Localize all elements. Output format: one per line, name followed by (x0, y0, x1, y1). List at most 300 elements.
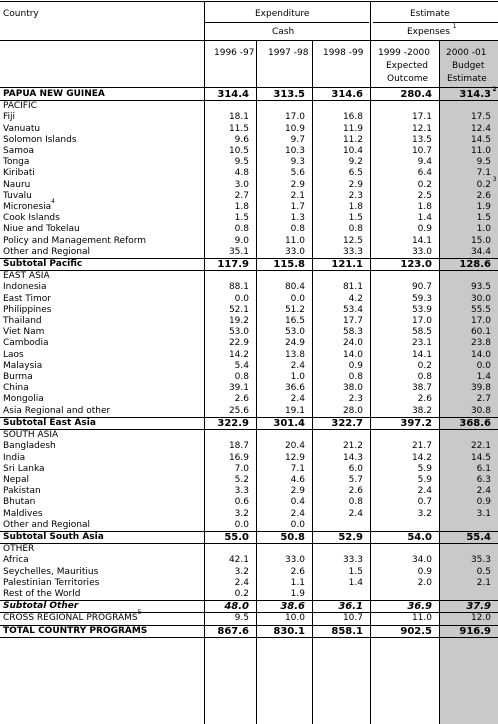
cell-value: 0.2 (417, 360, 432, 371)
cell-value: 60.1 (470, 327, 491, 338)
cell-value: 322.9 (204, 417, 256, 429)
sub-row (0, 531, 498, 543)
cell-value: 58.5 (411, 327, 432, 338)
cell-value: 322.7 (312, 417, 370, 429)
cell-value: 3.1 (476, 508, 491, 519)
row-label: Tonga (3, 157, 30, 168)
cell-value: 14.5 (470, 452, 491, 463)
cell-value (312, 520, 370, 532)
sub-row (0, 259, 498, 271)
header-col2: 1997 -98 (268, 48, 309, 58)
header-expenses: Expenses $^1$ (407, 23, 457, 37)
table-row (0, 124, 498, 135)
section-row (0, 101, 498, 113)
subital-row (0, 601, 498, 613)
cell-value: 11.5 (228, 123, 249, 134)
table-row (0, 135, 498, 146)
cell-value (312, 101, 370, 113)
cell-value: 53.4 (342, 304, 363, 315)
cell-value: 5.7 (348, 474, 363, 485)
cell-value: 9.0 (234, 235, 249, 246)
sub-row (0, 417, 498, 429)
cell-value: 88.1 (228, 282, 249, 293)
cell-value: 33.3 (342, 246, 363, 257)
cell-value: 2.1 (290, 190, 305, 201)
row-label: Viet Nam (3, 327, 45, 338)
table-row (0, 180, 498, 191)
cell-value: 17.0 (470, 316, 491, 327)
table-row (0, 316, 498, 327)
cell-value: 5.4 (234, 360, 249, 371)
cell-value: 33.0 (411, 246, 432, 257)
row-label: Malaysia (3, 360, 43, 371)
cell-value: 1.5 (348, 213, 363, 224)
cell-value: 1.5 (476, 213, 491, 224)
header-col5a: 2000 -01 (446, 48, 487, 58)
table-row (0, 157, 498, 168)
cell-value: 14.5 (470, 134, 491, 145)
table-row (0, 441, 498, 452)
cell-value (256, 544, 312, 556)
cell-value: 14.3 (342, 452, 363, 463)
cell-value: 830.1 (256, 625, 312, 637)
cell-value: 2.4 (290, 394, 305, 405)
cell-value: 9.7 (290, 134, 305, 145)
row-label: Palestinian Territories (3, 577, 100, 588)
cell-value: 11.0 (284, 235, 305, 246)
table-row (0, 191, 498, 202)
cell-value: 53.9 (411, 304, 432, 315)
cell-value: 18.7 (228, 441, 249, 452)
cell-value: 24.9 (284, 338, 305, 349)
cell-value: $0.2^3$ (476, 175, 497, 190)
table-row (0, 475, 498, 486)
cell-value: 50.8 (256, 531, 312, 543)
table-row (0, 282, 498, 293)
row-label: Bangladesh (3, 441, 56, 452)
cell-value: 1.4 (476, 372, 491, 383)
cell-value: 1.4 (417, 213, 432, 224)
row-label: Other and Regional (3, 246, 91, 257)
cell-value (204, 101, 256, 113)
cell-value: 59.3 (411, 293, 432, 304)
cell-value: 55.5 (470, 304, 491, 315)
cell-value: 12.1 (411, 123, 432, 134)
cell-value: 13.5 (411, 134, 432, 145)
table-row (0, 464, 498, 475)
cell-value: 0.0 (234, 293, 249, 304)
row-label: Pakistan (3, 486, 41, 497)
cell-value: 34.4 (470, 246, 491, 257)
cell-value: 13.8 (284, 349, 305, 360)
cell-value: 6.4 (417, 168, 432, 179)
table-row (0, 236, 498, 247)
cell-value: 19.1 (284, 405, 305, 416)
cell-value: 42.1 (228, 555, 249, 566)
cell-value: 12.4 (470, 123, 491, 134)
cell-value: 1.5 (234, 213, 249, 224)
cell-value: 280.4 (370, 89, 439, 101)
cell-value: 17.5 (470, 112, 491, 123)
cell-value: 1.9 (476, 202, 491, 213)
cell-value: 17.1 (411, 112, 432, 123)
header-cash: Cash (272, 27, 295, 37)
section-row (0, 430, 498, 442)
row-label: India (3, 452, 26, 463)
cell-value: 115.8 (256, 259, 312, 271)
cell-value: 39.8 (470, 383, 491, 394)
cell-value: 1.8 (348, 202, 363, 213)
table-row (0, 168, 498, 179)
table-row (0, 361, 498, 372)
cell-value: 12.0 (439, 613, 498, 625)
cell-value: 11.2 (342, 134, 363, 145)
cell-value: 81.1 (342, 282, 363, 293)
table-row (0, 509, 498, 520)
cell-value: 16.5 (284, 316, 305, 327)
cell-value: 5.9 (417, 463, 432, 474)
table-row (0, 406, 498, 418)
cell-value: 30.8 (470, 405, 491, 416)
cell-value: 123.0 (370, 259, 439, 271)
cell-value: 21.2 (342, 441, 363, 452)
cell-value: 7.1 (476, 168, 491, 179)
cell-value: 0.9 (348, 360, 363, 371)
row-label: OTHER (3, 544, 35, 555)
row-label: EAST ASIA (3, 271, 50, 282)
table-row (0, 394, 498, 405)
cell-value: 22.1 (470, 441, 491, 452)
cell-value: 916.9 (439, 625, 498, 637)
cell-value: 17.0 (411, 316, 432, 327)
cell-value (256, 271, 312, 283)
cell-value: 858.1 (312, 625, 370, 637)
cell-value (439, 101, 498, 113)
cell-value: 33.0 (284, 246, 305, 257)
cell-value: 10.3 (284, 146, 305, 157)
row-label: PAPUA NEW GUINEA (0, 89, 204, 101)
cell-value: 1.5 (348, 566, 363, 577)
cell-value: 3.2 (234, 508, 249, 519)
cell-value: 37.9 (439, 601, 498, 613)
cell-value: 24.0 (342, 338, 363, 349)
cell-value: 0.2 (234, 588, 249, 599)
row-label: Tuvalu (3, 190, 32, 201)
cell-value: 9.5 (476, 157, 491, 168)
cell-value: 313.5 (256, 89, 312, 101)
cell-value: 18.1 (228, 112, 249, 123)
cell-value: 0.9 (476, 497, 491, 508)
cell-value: 0.8 (234, 372, 249, 383)
row-label: Samoa (3, 146, 35, 157)
table-row (0, 555, 498, 566)
cell-value: 21.7 (411, 441, 432, 452)
cell-value: 1.9 (290, 588, 305, 599)
row-label: Africa (3, 555, 29, 566)
cell-value: 7.0 (234, 463, 249, 474)
cell-value: 9.5 (234, 157, 249, 168)
cell-value: 10.7 (411, 146, 432, 157)
cell-value: 55.0 (204, 531, 256, 543)
cell-value (370, 544, 439, 556)
cell-value: 1.8 (417, 202, 432, 213)
table-row (0, 497, 498, 508)
table-row (0, 146, 498, 157)
table-row (0, 589, 498, 601)
cell-value: 12.9 (284, 452, 305, 463)
cell-value: 2.6 (476, 190, 491, 201)
cell-value: 14.0 (342, 349, 363, 360)
row-label: PACIFIC (3, 101, 37, 112)
row-label: Bhutan (3, 497, 36, 508)
cell-value: 19.2 (228, 316, 249, 327)
table-header (0, 0, 498, 90)
cell-value: 2.9 (290, 486, 305, 497)
cell-value: 28.0 (342, 405, 363, 416)
row-label: Micronesia$^4$ (3, 198, 55, 213)
cell-value: 2.5 (417, 190, 432, 201)
cell-value: 14.2 (411, 452, 432, 463)
table-row (0, 372, 498, 383)
table-row (0, 112, 498, 123)
cell-value: 0.0 (290, 519, 305, 530)
cell-value: 117.9 (204, 259, 256, 271)
budget-table (0, 85, 498, 638)
cell-value: 16.9 (228, 452, 249, 463)
cell-value: 9.6 (234, 134, 249, 145)
cell-value: 1.0 (290, 372, 305, 383)
row-label: Policy and Management Reform (3, 235, 147, 246)
cell-value: 14.1 (411, 349, 432, 360)
cell-value: 0.8 (348, 224, 363, 235)
row-label: Sri Lanka (3, 463, 45, 474)
tot-row (0, 625, 498, 637)
cell-value (312, 589, 370, 601)
cell-value (204, 271, 256, 283)
row-label: Thailand (3, 316, 42, 327)
cell-value: 93.5 (470, 282, 491, 293)
cell-value: 0.9 (417, 224, 432, 235)
cell-value: 10.5 (228, 146, 249, 157)
table-row (0, 486, 498, 497)
table-row (0, 305, 498, 316)
cell-value: 1.7 (290, 202, 305, 213)
section-row (0, 271, 498, 283)
cell-value: 5.6 (290, 168, 305, 179)
header-col4a: 1999 -2000 (378, 48, 430, 58)
cell-value: 1.4 (348, 577, 363, 588)
cell-value (312, 544, 370, 556)
cell-value: 314.6 (312, 89, 370, 101)
cell-value: 53.0 (228, 327, 249, 338)
table-row (0, 213, 498, 224)
cell-value (439, 271, 498, 283)
cell-value: 38.7 (411, 383, 432, 394)
row-label: Indonesia (3, 282, 47, 293)
cell-value: 3.3 (234, 486, 249, 497)
cell-value: 20.4 (284, 441, 305, 452)
table-row (0, 247, 498, 259)
cell-value (370, 101, 439, 113)
cell-value (439, 430, 498, 442)
rule-columns (0, 87, 498, 88)
cell-value: 54.0 (370, 531, 439, 543)
cell-value (439, 589, 498, 601)
cell-value: 2.9 (290, 179, 305, 190)
table-row (0, 613, 498, 625)
cell-value: 48.0 (204, 601, 256, 613)
row-label: Niue and Tokelau (3, 224, 80, 235)
cell-value (370, 520, 439, 532)
cell-value: 902.5 (370, 625, 439, 637)
cell-value: 3.0 (234, 179, 249, 190)
section-row (0, 544, 498, 556)
cell-value: 314.4 (204, 89, 256, 101)
cell-value: 15.0 (470, 235, 491, 246)
cell-value: 2.3 (348, 190, 363, 201)
row-label: Subtotal Other (0, 601, 204, 613)
cell-value: 368.6 (439, 417, 498, 429)
row-label: Laos (3, 349, 24, 360)
cell-value: 35.3 (470, 555, 491, 566)
cell-value: 10.7 (312, 613, 370, 625)
cell-value: 11.0 (470, 146, 491, 157)
cell-value: 10.4 (342, 146, 363, 157)
row-label: Rest of the World (3, 588, 81, 599)
cell-value: 38.2 (411, 405, 432, 416)
header-country: Country (3, 9, 39, 19)
table-row (0, 567, 498, 578)
cell-value: 2.4 (290, 360, 305, 371)
cell-value: 6.0 (348, 463, 363, 474)
cell-value: 2.6 (417, 394, 432, 405)
cell-value: 4.2 (348, 293, 363, 304)
cell-value: 25.6 (228, 405, 249, 416)
row-label: SOUTH ASIA (3, 430, 59, 441)
cell-value (312, 271, 370, 283)
cell-value: 38.0 (342, 383, 363, 394)
row-label: Vanuatu (3, 123, 41, 134)
cell-value: 36.9 (370, 601, 439, 613)
cell-value: 0.6 (234, 497, 249, 508)
cell-value: 0.0 (234, 519, 249, 530)
sub-row (0, 89, 498, 101)
header-col5c: Estimate (447, 74, 487, 84)
cell-value: 1.3 (290, 213, 305, 224)
cell-value: 2.6 (348, 486, 363, 497)
header-col3: 1998 -99 (323, 48, 364, 58)
cell-value: 53.0 (284, 327, 305, 338)
row-label: Subtotal East Asia (0, 417, 204, 429)
cell-value: 0.8 (417, 372, 432, 383)
cell-value: 2.1 (476, 577, 491, 588)
cell-value: 33.3 (342, 555, 363, 566)
row-label: Subtotal South Asia (0, 531, 204, 543)
cell-value: 10.0 (256, 613, 312, 625)
cell-value: 2.4 (348, 508, 363, 519)
cell-value: 12.5 (342, 235, 363, 246)
cell-value: 36.1 (312, 601, 370, 613)
row-label: Seychelles, Mauritius (3, 566, 99, 577)
cell-value: 6.3 (476, 474, 491, 485)
cell-value: 34.0 (411, 555, 432, 566)
cell-value (256, 101, 312, 113)
cell-value: 2.4 (476, 486, 491, 497)
cell-value: 2.6 (290, 566, 305, 577)
header-col4b: Expected (386, 61, 428, 71)
cell-value: 0.7 (417, 497, 432, 508)
table-row (0, 578, 498, 589)
cell-value: 39.1 (228, 383, 249, 394)
cell-value: 51.2 (284, 304, 305, 315)
cell-value: 35.1 (228, 246, 249, 257)
cell-value: 0.8 (290, 224, 305, 235)
row-label: Other and Regional (3, 519, 91, 530)
cell-value: 52.1 (228, 304, 249, 315)
cell-value: 0.8 (348, 497, 363, 508)
cell-value: 397.2 (370, 417, 439, 429)
row-label: Nepal (3, 474, 29, 485)
cell-value: 0.4 (290, 497, 305, 508)
header-expenditure: Expenditure (255, 9, 310, 19)
row-label: Solomon Islands (3, 134, 77, 145)
cell-value: 33.0 (284, 555, 305, 566)
row-label: Fiji (3, 112, 16, 123)
cell-value (204, 544, 256, 556)
cell-value: 7.1 (290, 463, 305, 474)
cell-value: 16.8 (342, 112, 363, 123)
cell-value: 2.9 (348, 179, 363, 190)
cell-value: 3.2 (234, 566, 249, 577)
row-label: Cook Islands (3, 213, 60, 224)
cell-value: 1.8 (234, 202, 249, 213)
cell-value: 55.4 (439, 531, 498, 543)
cell-value: 2.4 (234, 577, 249, 588)
cell-value: 0.0 (290, 293, 305, 304)
cell-value: 36.6 (284, 383, 305, 394)
cell-value: 2.3 (348, 394, 363, 405)
table-row (0, 327, 498, 338)
row-label: Cambodia (3, 338, 49, 349)
row-label: Kiribati (3, 168, 35, 179)
row-label: TOTAL COUNTRY PROGRAMS (0, 625, 204, 637)
cell-value: 1.0 (476, 224, 491, 235)
cell-value: 6.1 (476, 463, 491, 474)
header-estimate: Estimate (410, 9, 450, 19)
table-row (0, 294, 498, 305)
cell-value: 14.2 (228, 349, 249, 360)
cell-value: 22.9 (228, 338, 249, 349)
cell-value (370, 589, 439, 601)
cell-value: 5.9 (417, 474, 432, 485)
row-label: Subtotal Pacific (0, 259, 204, 271)
cell-value: 80.4 (284, 282, 305, 293)
cell-value: 867.6 (204, 625, 256, 637)
cell-value: 14.1 (411, 235, 432, 246)
header-col1: 1996 -97 (214, 48, 255, 58)
row-label: CROSS REGIONAL PROGRAMS$^5$ (0, 613, 204, 625)
cell-value: 10.9 (284, 123, 305, 134)
cell-value: 2.0 (417, 577, 432, 588)
rule-top (0, 1, 498, 2)
cell-value (204, 430, 256, 442)
table-row (0, 224, 498, 235)
cell-value: 128.6 (439, 259, 498, 271)
cell-value: 5.2 (234, 474, 249, 485)
row-label: Philippines (3, 304, 52, 315)
cell-value (370, 271, 439, 283)
table-row (0, 338, 498, 349)
